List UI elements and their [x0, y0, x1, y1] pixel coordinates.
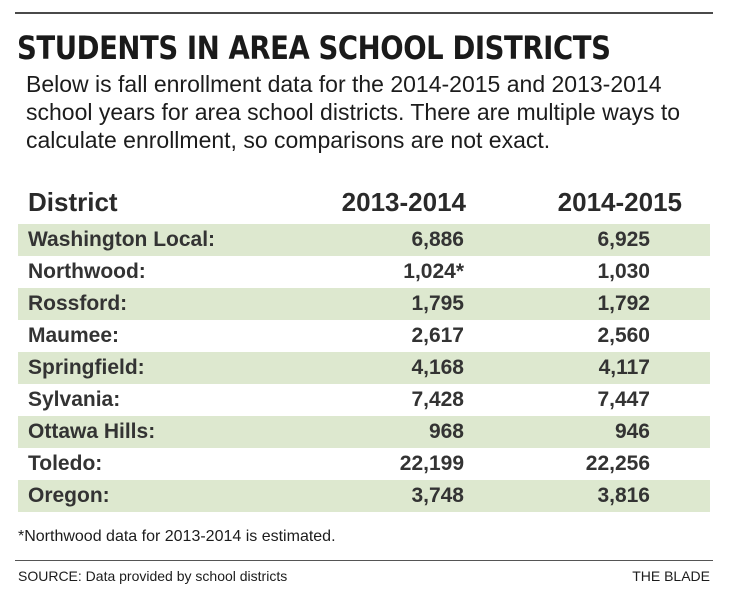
source-note: SOURCE: Data provided by school districts	[18, 568, 288, 584]
chart-subtitle: Below is fall enrollment data for the 2014-2015 and 2013-2014 school years for area school districts. There are multiple ways to calculate enrollment, so comparisons are not exact.	[26, 71, 681, 153]
table-header-row	[18, 180, 710, 224]
cell-2014-2015: 7,447	[597, 388, 650, 411]
table-row	[18, 416, 710, 448]
cell-district: Ottawa Hills:	[18, 416, 298, 448]
cell-district: Springfield:	[18, 352, 298, 384]
table-row	[18, 384, 710, 416]
table-row	[18, 352, 710, 384]
table-row	[18, 224, 710, 256]
cell-district: Northwood:	[28, 260, 146, 283]
cell-2013-2014: 2,617	[411, 324, 464, 347]
footnote: *Northwood data for 2013-2014 is estimated.	[18, 528, 336, 545]
cell-2014-2015: 3,816	[494, 480, 710, 512]
table-body	[18, 224, 710, 512]
cell-district: Rossford:	[18, 288, 298, 320]
enrollment-table	[18, 180, 710, 512]
cell-2013-2014: 3,748	[298, 480, 494, 512]
table-row	[18, 256, 710, 288]
credit-label: THE BLADE	[632, 568, 710, 584]
cell-2014-2015: 1,792	[494, 288, 710, 320]
cell-2014-2015: 946	[494, 416, 710, 448]
cell-2013-2014: 6,886	[298, 224, 494, 256]
cell-district: Sylvania:	[28, 388, 121, 411]
cell-2014-2015: 6,925	[494, 224, 710, 256]
cell-2013-2014: 968	[298, 416, 494, 448]
chart-title: STUDENTS IN AREA SCHOOL DISTRICTS	[17, 29, 611, 67]
cell-district: Toledo:	[28, 452, 103, 475]
cell-district: Washington Local:	[18, 224, 298, 256]
cell-2014-2015: 1,030	[597, 260, 650, 283]
cell-2013-2014: 1,024*	[403, 260, 464, 283]
table-row	[18, 480, 710, 512]
cell-district: Maumee:	[28, 324, 120, 347]
cell-2014-2015: 22,256	[585, 452, 650, 475]
cell-2013-2014: 1,795	[298, 288, 494, 320]
table-row	[18, 320, 710, 352]
table-row	[18, 448, 710, 480]
cell-2014-2015: 2,560	[597, 324, 650, 347]
top-rule	[15, 12, 713, 14]
cell-2013-2014: 7,428	[411, 388, 464, 411]
header-district: District	[28, 186, 118, 217]
cell-2013-2014: 4,168	[298, 352, 494, 384]
bottom-rule	[15, 560, 713, 561]
table-row	[18, 288, 710, 320]
cell-2014-2015: 4,117	[494, 352, 710, 384]
header-2013-2014: 2013-2014	[341, 186, 466, 217]
cell-2013-2014: 22,199	[399, 452, 464, 475]
header-2014-2015: 2014-2015	[557, 186, 682, 217]
cell-district: Oregon:	[18, 480, 298, 512]
